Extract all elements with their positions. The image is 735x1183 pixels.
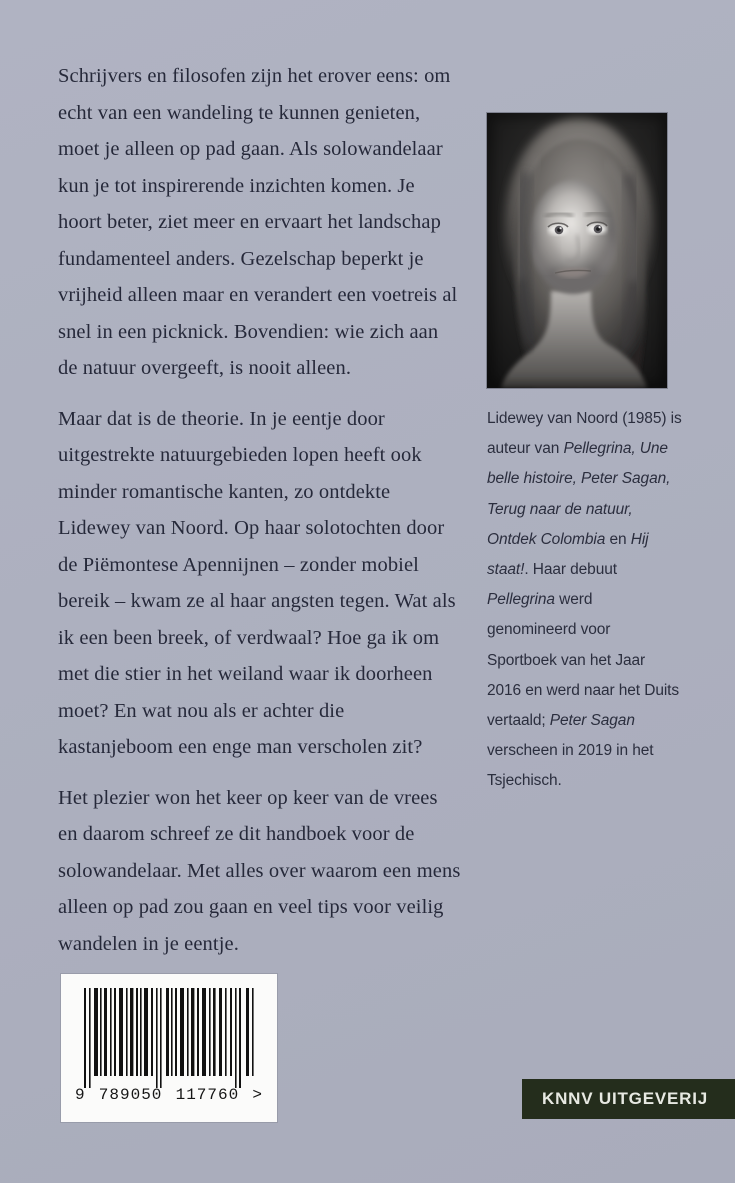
barcode-digit-right: >: [252, 1086, 263, 1104]
blurb-paragraph-3: Het plezier won het keer op keer van de vrees en daarom schreef ze dit handboek voor de solowandelaar. Met alles over waarom een mens alleen op pad zou gaan en veel tips voor veilig wandelen in je eentje.: [58, 786, 461, 955]
publisher-logo: [522, 1079, 735, 1119]
barcode-digit-left: 9: [75, 1086, 86, 1104]
bio-plain-run: werd genomineerd voor Sportboek van het Jaar 2016 en werd naar het Duits vertaald;: [487, 591, 680, 730]
author-portrait: [487, 113, 667, 388]
blurb-paragraph-2: Maar dat is de theorie. In je eentje door uitgestrekte natuurgebieden lopen heeft ook minder romantische kanten, zo ontdekte Lidewey van Noord. Op haar solotochten door de Piëmontese Apennijnen – zonder mobiel bereik – kwam ze al haar angsten tegen. Wat als ik een been breek, of verdwaal? Hoe ga ik om met die stier in het weiland waar ik doorheen moet? En wat nou als er achter die kastanjeboom een enge man verscholen zit?: [58, 407, 456, 758]
barcode-digit-group-1: 789050: [98, 1086, 163, 1104]
author-bio: [487, 404, 683, 797]
author-bio-text: [487, 410, 682, 789]
isbn-barcode: [61, 974, 277, 1122]
bio-plain-run: verscheen in 2019 in het Tsjechisch.: [487, 742, 654, 790]
bio-title-italic: Peter Sagan: [549, 712, 635, 730]
bio-title-italic: Pellegrina, Une belle histoire, Peter Sagan, Terug naar de natuur, Ontdek Colombia: [487, 440, 671, 548]
blurb-text-block: [58, 58, 462, 962]
bio-plain-run: en: [605, 530, 631, 548]
bio-title-italic: Hij staat!: [487, 530, 649, 579]
barcode-digit-group-2: 117760: [175, 1086, 240, 1104]
barcode-digits: [73, 1086, 265, 1104]
bio-plain-run: . Haar debuut: [524, 561, 617, 579]
bio-title-italic: Pellegrina: [487, 591, 555, 609]
bio-plain-run: Lidewey van Noord (1985) is auteur van: [487, 410, 682, 458]
barcode-bars: [80, 988, 258, 1088]
blurb-paragraph-1: Schrijvers en filosofen zijn het erover eens: om echt van een wandeling te kunnen genieten, moet je alleen op pad gaan. Als solowandelaar kun je tot inspirerende inzichten komen. Je hoort beter, ziet meer en ervaart het landschap fundamenteel anders. Gezelschap beperkt je vrijheid alleen maar en verandert een voetreis al snel in een picknick. Bovendien: wie zich aan de natuur overgeeft, is nooit alleen.: [58, 65, 458, 379]
publisher-name: KNNV UITGEVERIJ: [542, 1089, 708, 1108]
